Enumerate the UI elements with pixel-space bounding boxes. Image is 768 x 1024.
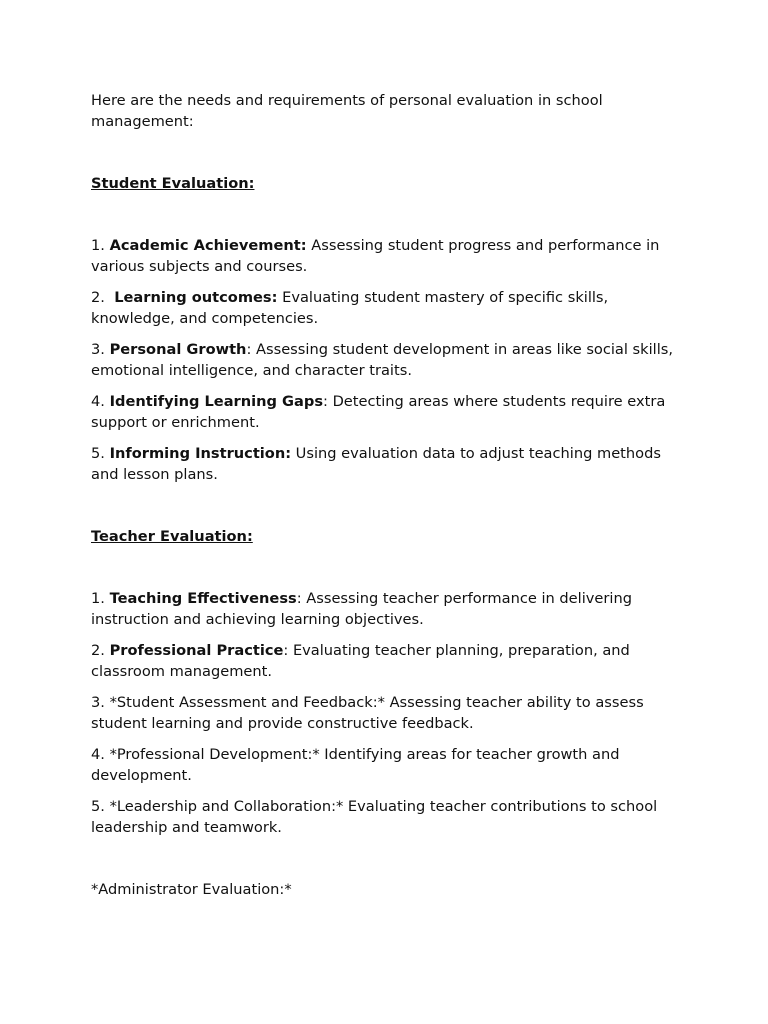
item-number: 2. [91,642,110,659]
list-item [91,391,691,433]
item-text: Assessing student progress and performance in various subjects and courses. [91,237,660,275]
list-item [91,287,691,329]
item-term: Academic Achievement: [109,237,307,254]
item-term: Informing Instruction: [109,445,292,462]
list-item [91,443,691,485]
administrator-evaluation-heading: *Administrator Evaluation:* [91,881,292,898]
item-text: : Detecting areas where students require extra support or enrichment. [91,393,666,431]
item-term: Identifying Learning Gaps [109,393,324,410]
item-number: 2. [91,289,115,306]
item-number: 3. [91,341,110,358]
teacher-evaluation-heading: Teacher Evaluation: [91,528,253,545]
item-text: : Evaluating teacher planning, preparation, and classroom management. [91,642,630,680]
document-page [91,90,691,900]
item-number: 1. [91,237,110,254]
item-text: Using evaluation data to adjust teaching methods and lesson plans. [91,445,661,483]
list-item [91,640,691,682]
item-text: Evaluating student mastery of specific skills, knowledge, and competencies. [91,289,609,327]
list-item [91,339,691,381]
list-item [91,588,691,630]
item-term: Personal Growth [109,341,247,358]
item-number: 1. [91,590,110,607]
list-item: 5. *Leadership and Collaboration:* Evaluating teacher contributions to school leadership and teamwork. [91,798,658,836]
list-item [91,235,691,277]
item-term: Professional Practice [109,642,284,659]
item-term: Teaching Effectiveness [109,590,297,607]
list-item: 4. *Professional Development:* Identifying areas for teacher growth and development. [91,746,620,784]
student-evaluation-heading: Student Evaluation: [91,175,255,192]
intro-paragraph: Here are the needs and requirements of personal evaluation in school management: [91,92,603,130]
list-item: 3. *Student Assessment and Feedback:* Assessing teacher ability to assess student learning and provide constructive feedback. [91,694,644,732]
item-number: 4. [91,393,110,410]
item-text: : Assessing teacher performance in delivering instruction and achieving learning objectives. [91,590,632,628]
item-number: 5. [91,445,110,462]
item-term: Learning outcomes: [114,289,278,306]
item-text: : Assessing student development in areas like social skills, emotional intelligence, and character traits. [91,341,674,379]
